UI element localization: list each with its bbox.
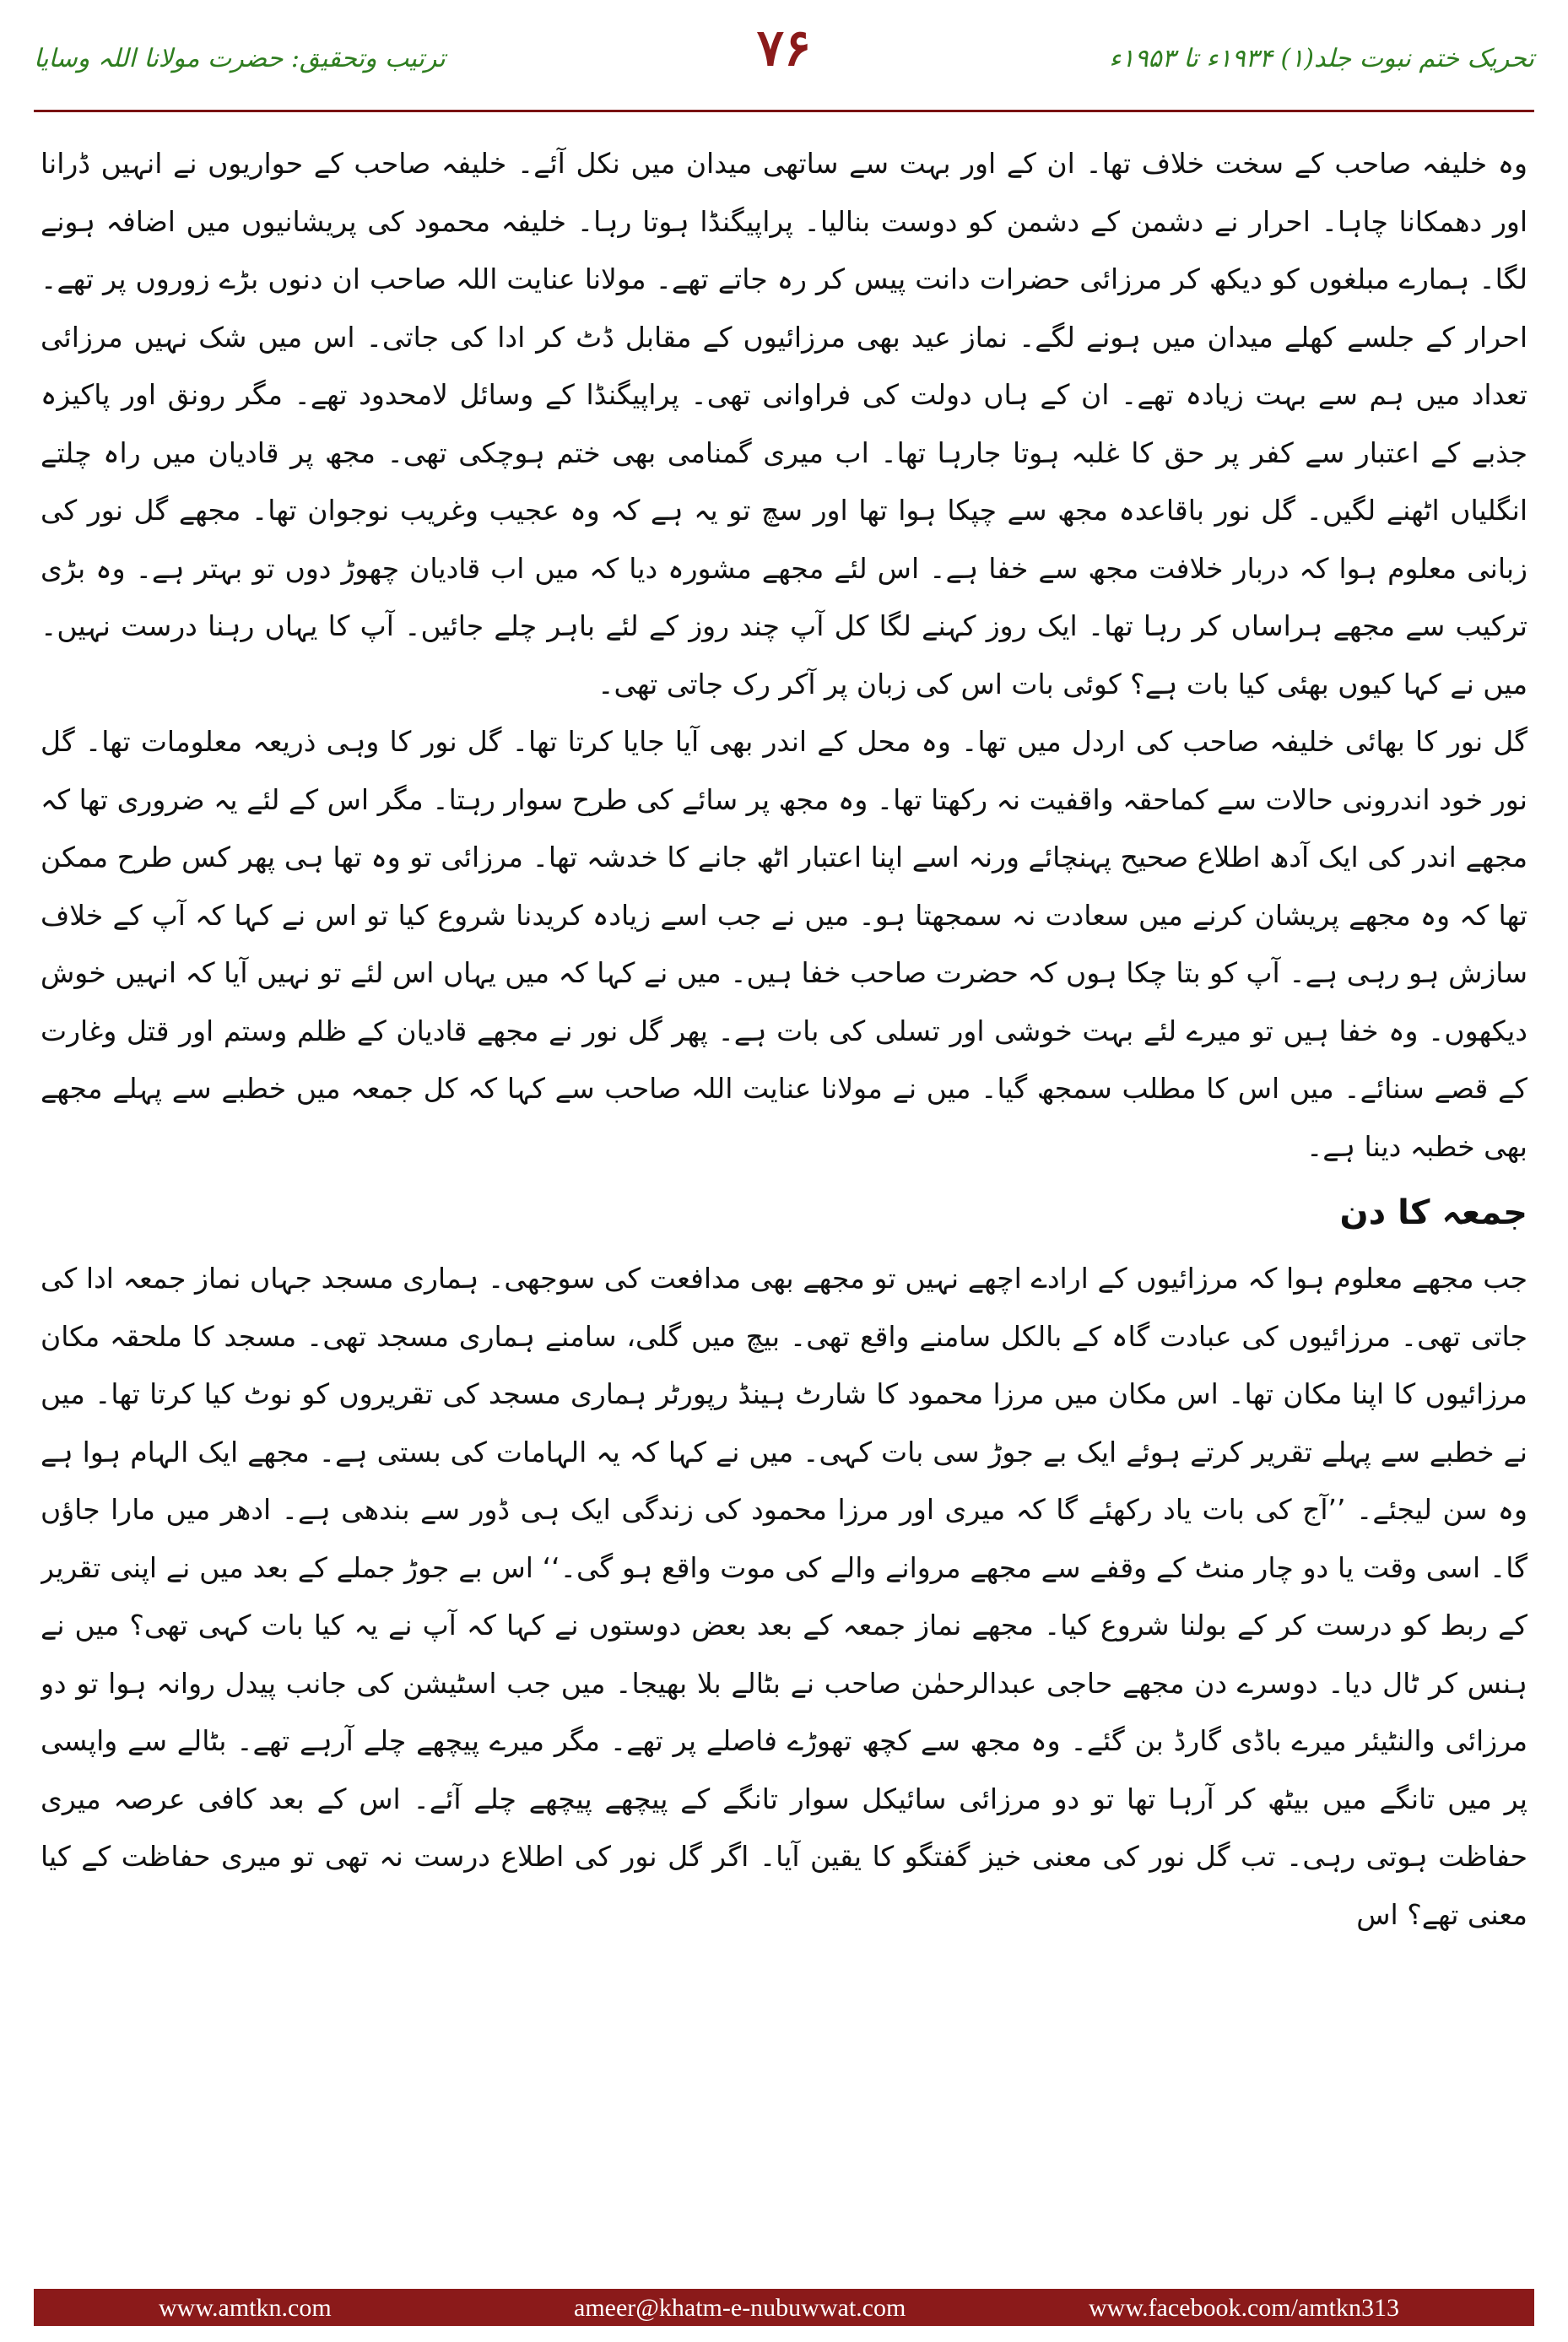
paragraph-1: وہ خلیفہ صاحب کے سخت خلاف تھا۔ ان کے اور بہت سے ساتھی میدان میں نکل آئے۔ خلیفہ صاحب کے حواریوں نے انہیں ڈرانا اور دھمکانا چاہا۔ احرار نے دشمن کے دشمن کو دوست بنالیا۔ پراپیگنڈا ہوتا رہا۔ خلیفہ محمود کی پریشانیوں میں اضافہ ہونے لگا۔ ہمارے مبلغوں کو دیکھ کر مرزائی حضرات دانت پیس کر رہ جاتے تھے۔ مولانا عنایت اللہ صاحب ان دنوں بڑے زوروں پر تھے۔ احرار کے جلسے کھلے میدان میں ہونے لگے۔ نماز عید بھی مرزائیوں کے مقابل ڈٹ کر ادا کی جاتی۔ اس میں شک نہیں مرزائی تعداد میں ہم سے بہت زیادہ تھے۔ ان کے ہاں دولت کی فراوانی تھی۔ پراپیگنڈا کے وسائل لامحدود تھے۔ مگر رونق اور پاکیزہ جذبے کے اعتبار سے کفر پر حق کا غلبہ ہوتا جارہا تھا۔ اب میری گمنامی بھی ختم ہوچکی تھی۔ مجھ پر قادیان میں راہ چلتے انگلیاں اٹھنے لگیں۔ گل نور باقاعدہ مجھ سے چپکا ہوا تھا اور سچ تو یہ ہے کہ وہ عجیب وغریب نوجوان تھا۔ مجھے گل نور کی زبانی معلوم ہوا کہ دربار خلافت مجھ سے خفا ہے۔ اس لئے مجھے مشورہ دیا کہ میں اب قادیان چھوڑ دوں تو بہتر ہے۔ وہ بڑی ترکیب سے مجھے ہراساں کر رہا تھا۔ ایک روز کہنے لگا کل آپ چند روز کے لئے باہر چلے جائیں۔ آپ کا یہاں رہنا درست نہیں۔ میں نے کہا کیوں بھئی کیا بات ہے؟ کوئی بات اس کی زبان پر آکر رک جاتی تھی۔ xyxy=(41,147,1527,700)
page-footer xyxy=(34,2289,1534,2326)
page-body xyxy=(41,135,1527,2287)
page-header xyxy=(34,19,1534,103)
paragraph-2: گل نور کا بھائی خلیفہ صاحب کی اردل میں تھا۔ وہ محل کے اندر بھی آیا جایا کرتا تھا۔ گل نور کا وہی ذریعہ معلومات تھا۔ گل نور خود اندرونی حالات سے کماحقہ واقفیت نہ رکھتا تھا۔ وہ مجھ پر سائے کی طرح سوار رہتا۔ مگر اس کے لئے یہ ضروری تھا کہ مجھے اندر کی ایک آدھ اطلاع صحیح پہنچائے ورنہ اسے اپنا اعتبار اٹھ جانے کا خدشہ تھا۔ مرزائی تو وہ تھا ہی پھر کس طرح ممکن تھا کہ وہ مجھے پریشان کرنے میں سعادت نہ سمجھتا ہو۔ میں نے جب اسے زیادہ کریدنا شروع کیا تو اس نے کہا کہ آپ کے خلاف سازش ہو رہی ہے۔ آپ کو بتا چکا ہوں کہ حضرت صاحب خفا ہیں۔ میں نے کہا کہ میں یہاں اس لئے تو نہیں آیا کہ انہیں خوش دیکھوں۔ وہ خفا ہیں تو میرے لئے بہت خوشی اور تسلی کی بات ہے۔ پھر گل نور نے مجھے قادیان کے ظلم وستم اور قتل وغارت کے قصے سنائے۔ میں اس کا مطلب سمجھ گیا۔ میں نے مولانا عنایت اللہ صاحب سے کہا کہ کل جمعہ میں خطبے سے پہلے مجھے بھی خطبہ دینا ہے۔ xyxy=(41,725,1527,1163)
section-heading: جمعہ کا دن xyxy=(1339,1193,1527,1232)
page-number: ۷۶ xyxy=(756,19,812,78)
footer-facebook-link[interactable]: www.facebook.com/amtkn313 xyxy=(1089,2294,1399,2322)
footer-website-link[interactable]: www.amtkn.com xyxy=(159,2294,332,2322)
section-paragraph: جب مجھے معلوم ہوا کہ مرزائیوں کے ارادے اچھے نہیں تو مجھے بھی مدافعت کی سوجھی۔ ہماری مسجد جہاں نماز جمعہ ادا کی جاتی تھی۔ مرزائیوں کی عبادت گاہ کے بالکل سامنے واقع تھی۔ بیچ میں گلی، سامنے ہماری مسجد تھی۔ مسجد کا ملحقہ مکان مرزائیوں کا اپنا مکان تھا۔ اس مکان میں مرزا محمود کا شارٹ ہینڈ رپورٹر ہماری مسجد کی تقریروں کو نوٹ کیا کرتا تھا۔ میں نے خطبے سے پہلے تقریر کرتے ہوئے ایک بے جوڑ سی بات کہی۔ میں نے کہا کہ یہ الہامات کی بستی ہے۔ مجھے ایک الہام ہوا ہے وہ سن لیجئے۔ ’’آج کی بات یاد رکھئے گا کہ میری اور مرزا محمود کی زندگی ایک ہی ڈور سے بندھی ہے۔ ادھر میں مارا جاؤں گا۔ اسی وقت یا دو چار منٹ کے وقفے سے مجھے مروانے والے کی موت واقع ہو گی۔‘‘ اس بے جوڑ جملے کے بعد میں نے اپنی تقریر کے ربط کو درست کر کے بولنا شروع کیا۔ مجھے نماز جمعہ کے بعد بعض دوستوں نے کہا کہ آپ نے یہ کیا بات کہی تھی؟ میں نے ہنس کر ٹال دیا۔ دوسرے دن مجھے حاجی عبدالرحمٰن صاحب نے بٹالے بلا بھیجا۔ میں جب اسٹیشن کی جانب پیدل روانہ ہوا تو دو مرزائی والنٹیئر میرے باڈی گارڈ بن گئے۔ وہ مجھ سے کچھ تھوڑے فاصلے پر تھے۔ مگر میرے پیچھے چلے آرہے تھے۔ بٹالے سے واپسی پر میں تانگے میں بیٹھ کر آرہا تھا تو دو مرزائی سائیکل سوار تانگے کے پیچھے پیچھے چلے آئے۔ اس کے بعد کافی عرصہ میری حفاظت ہوتی رہی۔ تب گل نور کی معنی خیز گفتگو کا یقین آیا۔ اگر گل نور کی اطلاع درست نہ تھی تو میری حفاظت کے کیا معنی تھے؟ اس xyxy=(41,1262,1527,1931)
book-title: تحریک ختم نبوت جلد(۱) ۱۹۳۴ء تا ۱۹۵۳ء xyxy=(1109,44,1534,73)
header-divider xyxy=(34,110,1534,112)
footer-email-link[interactable]: ameer@khatm-e-nubuwwat.com xyxy=(574,2294,906,2322)
compiler-credit: ترتیب وتحقیق: حضرت مولانا اللہ وسایا xyxy=(34,44,446,73)
